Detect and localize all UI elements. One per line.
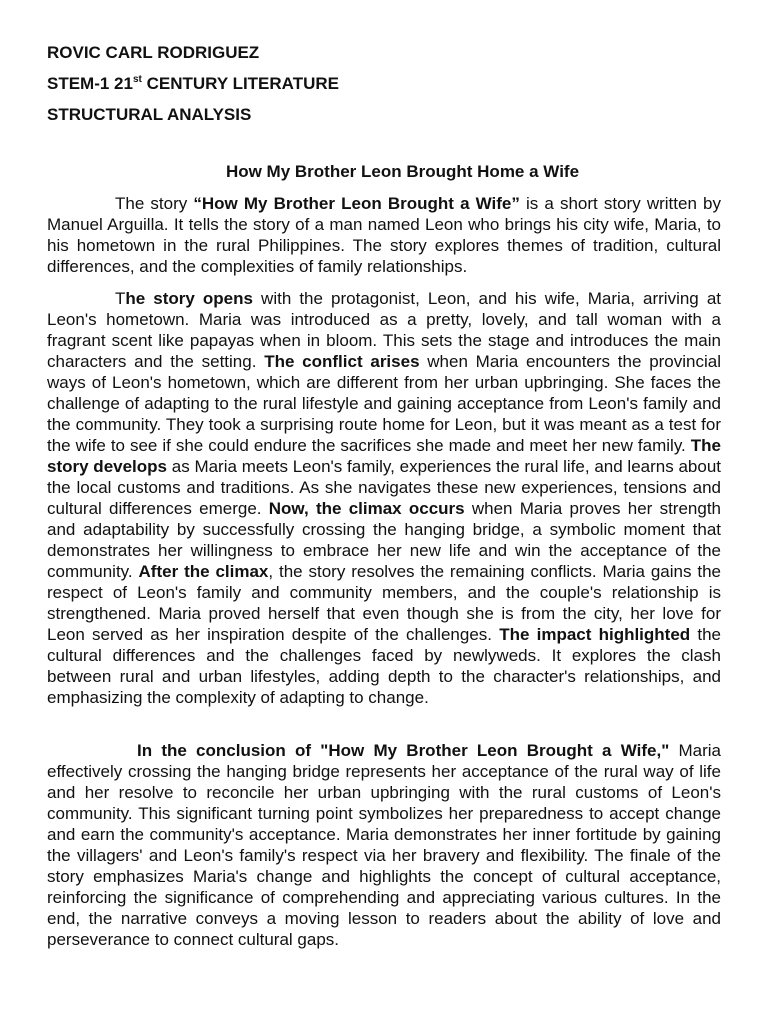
bold-text-run: In the conclusion of "How My Brother Leon Brought a Wife," [137, 741, 670, 760]
essay-title: How My Brother Leon Brought Home a Wife [225, 162, 580, 181]
text-run: with the protagonist, Leon, and his wife, Maria, arriving at Leon's hometown. Maria was introduced as a pretty, lovely, and tall woman with a fragrant scent like papayas when in bloom. This sets the stage and introduces the main characters and the setting. [47, 289, 722, 371]
text-run: as Maria meets Leon's family, experiences the rural life, and learns about the local customs and traditions. As she navigates these new experiences, tensions and cultural differences emerge. [47, 457, 721, 518]
paragraph-conclusion [47, 740, 721, 950]
bold-text-run: Now, the climax occurs [268, 499, 465, 518]
text-run: T [115, 289, 126, 308]
bold-text-run: The conflict arises [264, 352, 420, 371]
course-prefix: STEM-1 21 [47, 74, 133, 93]
text-run: is a short story written by Manuel Arguilla. It tells the story of a man named Leon who brings his city wife, Maria, to his hometown in the rural Philippines. The story explores themes of tradition, cultural differences, and the complexities of family relationships. [47, 194, 721, 276]
course-line [47, 74, 339, 94]
text-run: when Maria proves her strength and adaptability by successfully crossing the hanging bridge, a symbolic moment that demonstrates her willingness to embrace her new life and win the acceptance of the community. [47, 499, 721, 581]
bold-text-run: he story opens [125, 289, 253, 308]
text-run: The story [115, 194, 194, 213]
text-run: when Maria encounters the provincial ways of Leon's hometown, which are different from her urban upbringing. She faces the challenge of adapting to the rural lifestyle and gaining acceptance from Leon's family and the community. They took a surprising route home for Leon, but it was meant as a test for the wife to see if she could endure the sacrifices she made and meet her new family. [47, 352, 721, 455]
bold-text-run: The story develops [47, 436, 721, 476]
document-type: STRUCTURAL ANALYSIS [47, 105, 252, 124]
text-run: , the story resolves the remaining conflicts. Maria gains the respect of Leon's family and community members, and the couple's relationship is strengthened. Maria proved herself that even though she is from the city, her love for Leon served as her inspiration despite of the challenges. [47, 562, 721, 644]
paragraph-structure [47, 288, 721, 708]
course-superscript: st [132, 74, 142, 85]
bold-text-run: The impact highlighted [499, 625, 691, 644]
text-run: Maria effectively crossing the hanging bridge represents her acceptance of the rural way of life and her resolve to reconcile her urban upbringing with the rural customs of Leon's community. This significant turning point symbolizes her preparedness to accept change and earn the community's acceptance. Maria demonstrates her inner fortitude by gaining the villagers' and Leon's family's respect via her bravery and flexibility. The finale of the story emphasizes Maria's change and highlights the concept of cultural acceptance, reinforcing the significance of comprehending and appreciating various cultures. In the end, the narrative conveys a moving lesson to readers about the ability of love and perseverance to connect cultural gaps. [47, 741, 721, 949]
course-suffix: CENTURY LITERATURE [141, 74, 339, 93]
text-run: the cultural differences and the challenges faced by newlyweds. It explores the clash between rural and urban lifestyles, adding depth to the character's relationships, and emphasizing the complexity of adapting to change. [47, 625, 721, 707]
author-name: ROVIC CARL RODRIGUEZ [47, 43, 260, 62]
bold-text-run: “How My Brother Leon Brought a Wife” [193, 194, 520, 213]
bold-text-run: After the climax [138, 562, 269, 581]
paragraph-intro [47, 193, 721, 277]
